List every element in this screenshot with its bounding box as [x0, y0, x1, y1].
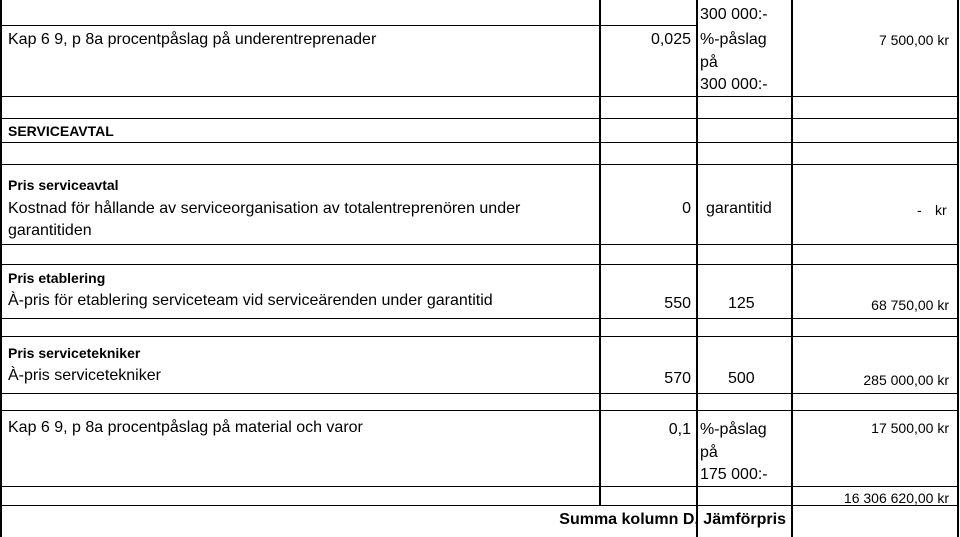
row1-unit-line-3: på — [700, 54, 718, 71]
etablering-description: À-pris för etablering serviceteam vid serviceärenden under garantitid — [8, 292, 493, 309]
border-col-b — [696, 0, 698, 537]
row1-description: Kap 6 9, p 8a procentpåslag på underentreprenader — [8, 31, 377, 48]
service-description-line-2: garantitiden — [8, 222, 92, 239]
material-quantity: 0,1 — [668, 421, 691, 438]
hline-1 — [0, 25, 698, 26]
service-description-line-1: Kostnad för hållande av serviceorganisation av totalentreprenören under — [8, 200, 521, 217]
service-heading: Pris serviceavtal — [8, 177, 119, 193]
service-amount-currency: kr — [935, 202, 947, 218]
tekniker-heading: Pris servicetekniker — [8, 345, 141, 361]
hline-7 — [0, 264, 959, 265]
hline-5 — [0, 164, 959, 165]
service-unit: garantitid — [706, 200, 772, 217]
border-col-c — [791, 0, 793, 537]
row1-amount: 7 500,00 kr — [878, 32, 949, 48]
tekniker-unit: 500 — [728, 370, 755, 387]
material-unit-line-3: 175 000:- — [700, 466, 768, 483]
tekniker-amount: 285 000,00 kr — [863, 372, 949, 388]
row1-quantity: 0,025 — [650, 31, 691, 48]
border-left — [0, 0, 2, 537]
hline-12 — [0, 486, 959, 487]
tekniker-quantity: 570 — [664, 370, 691, 387]
etablering-heading: Pris etablering — [8, 270, 106, 286]
hline-6 — [0, 244, 959, 245]
material-description: Kap 6 9, p 8a procentpåslag på material och varor — [8, 419, 363, 436]
tekniker-description: À-pris servicetekniker — [8, 367, 161, 384]
hline-4 — [0, 142, 959, 143]
hline-10 — [0, 393, 959, 394]
hline-9 — [0, 336, 959, 337]
service-quantity: 0 — [682, 200, 691, 217]
row1-unit-line-4: 300 000:- — [700, 76, 768, 93]
section-title: SERVICEAVTAL — [8, 123, 114, 139]
etablering-quantity: 550 — [664, 295, 691, 312]
hline-11 — [0, 410, 959, 411]
summa-amount: 16 306 620,00 kr — [843, 490, 949, 506]
row1-unit-line-2: %-påslag — [700, 31, 767, 48]
etablering-amount: 68 750,00 kr — [871, 297, 949, 313]
service-amount-dash: - — [917, 202, 922, 218]
material-unit-line-1: %-påslag — [700, 421, 767, 438]
row1-unit-line-1: 300 000:- — [700, 6, 768, 23]
material-amount: 17 500,00 kr — [871, 420, 949, 436]
etablering-unit: 125 — [728, 295, 755, 312]
border-right — [957, 0, 959, 537]
hline-8 — [0, 318, 959, 319]
hline-3 — [0, 118, 959, 119]
material-unit-line-2: på — [700, 444, 718, 461]
summa-label: Summa kolumn D, Jämförpris — [559, 511, 786, 528]
hline-2 — [0, 96, 959, 97]
